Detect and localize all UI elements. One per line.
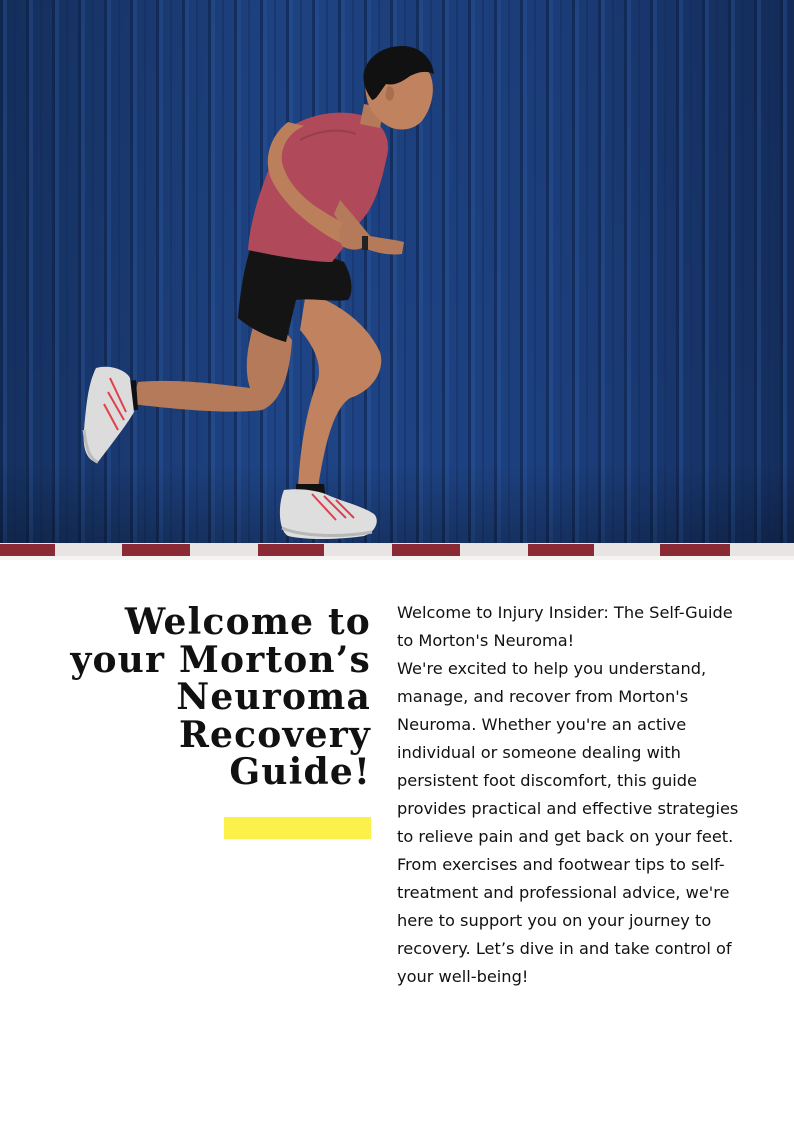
intro-paragraph-3: From exercises and footwear tips to self-treatment and professional advice, we're here to support you on your journey to recovery. Let’s dive in and take control of your well-being!	[397, 855, 732, 986]
page-title: Welcome to your Morton’s Neuroma Recovery Guide!	[70, 601, 371, 793]
curb	[0, 543, 794, 560]
hero-photo	[0, 0, 794, 560]
intro-paragraph-1: Welcome to Injury Insider: The Self-Guide to Morton's Neuroma!	[397, 603, 733, 650]
title-block	[30, 601, 371, 793]
intro-text	[397, 599, 747, 991]
title-accent-bar	[224, 817, 371, 839]
hero-illustration	[0, 0, 794, 560]
intro-paragraph-2: We're excited to help you understand, manage, and recover from Morton's Neuroma. Whether you're an active individual or someone dealing with persistent foot discomfort, this guide provides practical and effective strategies to relieve pain and get back on your feet.	[397, 659, 739, 846]
